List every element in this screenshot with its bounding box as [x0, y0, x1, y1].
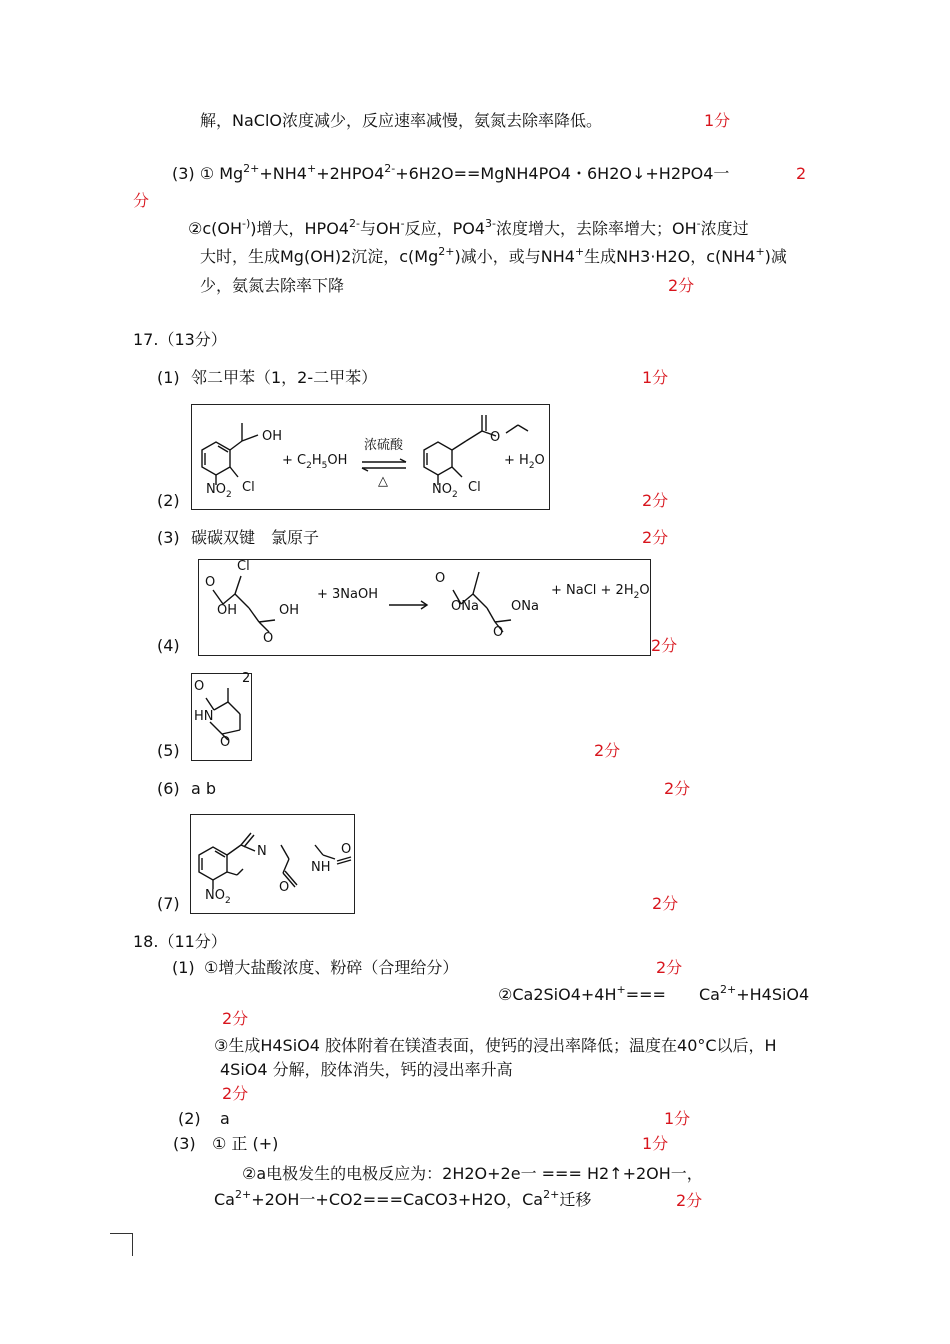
- score-label: 2分: [222, 1009, 249, 1028]
- structure-box-7: [190, 814, 355, 914]
- text: )减: [764, 247, 787, 266]
- charge: +: [755, 245, 765, 258]
- score-label: 1分: [664, 1109, 691, 1128]
- circled-number: ①: [199, 164, 215, 183]
- eq-text: ===: [625, 985, 666, 1004]
- text: Ca: [214, 1190, 235, 1209]
- item-number: (3): [157, 528, 180, 547]
- answer-text: ①增大盐酸浓度、粉碎（合理给分）: [204, 958, 459, 977]
- item-number: (1): [157, 368, 180, 387]
- answer-line: [200, 247, 787, 267]
- charge: 2+: [719, 983, 737, 996]
- text: )增大，HPO4: [250, 219, 349, 238]
- score-label: 2分: [594, 741, 621, 760]
- equation-line: [498, 985, 666, 1005]
- text: 与OH: [359, 219, 401, 238]
- item-number: (3): [172, 164, 195, 183]
- question-header: 17.（13分）: [133, 330, 227, 349]
- label-o: O: [279, 880, 290, 895]
- label-ona: ONa: [451, 599, 479, 614]
- charge: 2+: [438, 245, 455, 258]
- text: )减小，或与NH4: [454, 247, 575, 266]
- eq-text: +NH4: [259, 164, 307, 183]
- answer-text: ① 正 (+): [212, 1134, 279, 1153]
- reaction-scheme-2: [191, 404, 550, 510]
- answer-line: [214, 1190, 591, 1210]
- score-label: 2分: [652, 894, 679, 913]
- item-number: (1): [172, 958, 195, 977]
- text: ②c(OH: [188, 219, 243, 238]
- answer-text: 邻二甲苯（1，2-二甲苯）: [191, 368, 378, 387]
- score-label: 2分: [651, 636, 678, 655]
- charge: +: [616, 983, 626, 996]
- item-number: (6): [157, 779, 180, 798]
- label-cl: Cl: [242, 480, 255, 495]
- answer-line: [188, 219, 749, 239]
- score-label: 2分: [676, 1191, 703, 1210]
- score-label: 2分: [642, 491, 669, 510]
- score-label: 1分: [642, 368, 669, 387]
- label-o: O: [493, 625, 504, 640]
- eq-text: Ca: [699, 985, 720, 1004]
- score-label: 2分: [664, 779, 691, 798]
- text: +2OH一+CO2===CaCO3+H2O，Ca: [251, 1190, 544, 1209]
- question-header: 18.（11分）: [133, 932, 227, 951]
- label-cl: Cl: [237, 559, 250, 574]
- text: 迁移: [559, 1190, 592, 1209]
- score-label: 1分: [642, 1134, 669, 1153]
- eq-text: +H4SiO4: [736, 985, 810, 1004]
- score-label: 2: [796, 164, 807, 183]
- equation-line: [699, 985, 809, 1005]
- label-o: O: [263, 631, 274, 646]
- label-o: O: [194, 679, 205, 694]
- eq-text: ②Ca2SiO4+4H: [498, 985, 617, 1004]
- label-nh: NH: [311, 860, 331, 875]
- label-n: N: [257, 844, 267, 859]
- structure-diagram: [192, 671, 251, 760]
- label-oh: OH: [217, 603, 238, 618]
- label-naoh: + 3NaOH: [317, 587, 378, 602]
- label-no2: $NO_2$: [206, 482, 232, 500]
- item-number: (3): [173, 1134, 196, 1153]
- eq-text: +2HPO4: [316, 164, 385, 183]
- label-oh: OH: [262, 429, 283, 444]
- score-label: 分: [133, 191, 150, 210]
- label-o: O: [205, 575, 216, 590]
- label-cl: Cl: [468, 480, 481, 495]
- answer-line: ②a电极发生的电极反应为：2H2O+2e一 === H2↑+2OH一，: [242, 1164, 703, 1183]
- label-ona: ONa: [511, 599, 539, 614]
- eq-text: Mg: [219, 164, 244, 183]
- charge: 2-: [384, 162, 396, 175]
- answer-line: 少，氨氮去除率下降: [200, 276, 345, 295]
- label-o: O: [220, 735, 231, 750]
- page-corner-mark: [110, 1233, 133, 1256]
- item-number: (2): [157, 491, 180, 510]
- eq-text: +6H2O==MgNH4PO4・6H2O↓+H2PO4一: [395, 164, 730, 183]
- answer-text: 碳碳双键 氯原子: [191, 528, 320, 547]
- charge: 2+: [234, 1188, 252, 1201]
- text: 反应，PO4: [404, 219, 486, 238]
- charge: 3-: [485, 217, 496, 230]
- label-2: 2: [242, 671, 251, 686]
- item-number: (5): [157, 741, 180, 760]
- answer-line: 解，NaClO浓度减少，反应速率减慢，氨氮去除率降低。: [200, 111, 602, 130]
- label-water: + $H_2O$: [504, 453, 545, 471]
- answer-line: ③生成H4SiO4 胶体附着在镁渣表面，使钙的浸出率降低；温度在40°C以后，H: [214, 1036, 777, 1055]
- label-o: O: [490, 430, 501, 445]
- structure-diagram: [191, 815, 354, 913]
- label-no2: $NO_2$: [205, 888, 231, 906]
- text: 浓度增大，去除率增大；OH: [495, 219, 697, 238]
- charge: 2-: [348, 217, 360, 230]
- item-number: (2): [178, 1109, 201, 1128]
- label-o: O: [435, 571, 446, 586]
- score-label: 2分: [222, 1084, 249, 1103]
- item-number: (4): [157, 636, 180, 655]
- score-label: 2分: [656, 958, 683, 977]
- structure-box-5: [191, 673, 252, 761]
- label-products: + NaCl + $2H_2O$: [551, 583, 650, 601]
- score-label: 2分: [668, 276, 695, 295]
- score-label: 1分: [704, 111, 731, 130]
- charge: 2+: [543, 1188, 560, 1201]
- label-catalyst: 浓硫酸: [364, 438, 404, 453]
- label-no2: $NO_2$: [432, 482, 458, 500]
- equation-line: [172, 164, 729, 184]
- label-heat: △: [378, 474, 388, 489]
- structure-diagram: [199, 560, 650, 655]
- answer-line: 4SiO4 分解，胶体消失，钙的浸出率升高: [220, 1060, 513, 1079]
- charge: -: [400, 217, 405, 230]
- charge: +: [306, 162, 317, 175]
- charge: 2+: [243, 162, 260, 175]
- score-label: 2分: [642, 528, 669, 547]
- charge: -: [696, 217, 701, 230]
- charge: -): [242, 217, 251, 230]
- label-hn: HN: [194, 709, 214, 724]
- reaction-scheme-4: [198, 559, 651, 656]
- text: 大时，生成Mg(OH)2沉淀，c(Mg: [200, 247, 439, 266]
- label-ethanol: + $C_2H_5OH$: [282, 453, 348, 471]
- label-o: O: [341, 842, 352, 857]
- text: 生成NH3·H2O，c(NH4: [584, 247, 756, 266]
- answer-text: a: [220, 1109, 230, 1128]
- item-number: (7): [157, 894, 180, 913]
- charge: +: [574, 245, 585, 258]
- structure-diagram: [192, 405, 549, 509]
- answer-text: a b: [191, 779, 217, 798]
- text: 浓度过: [700, 219, 749, 238]
- label-oh: OH: [279, 603, 300, 618]
